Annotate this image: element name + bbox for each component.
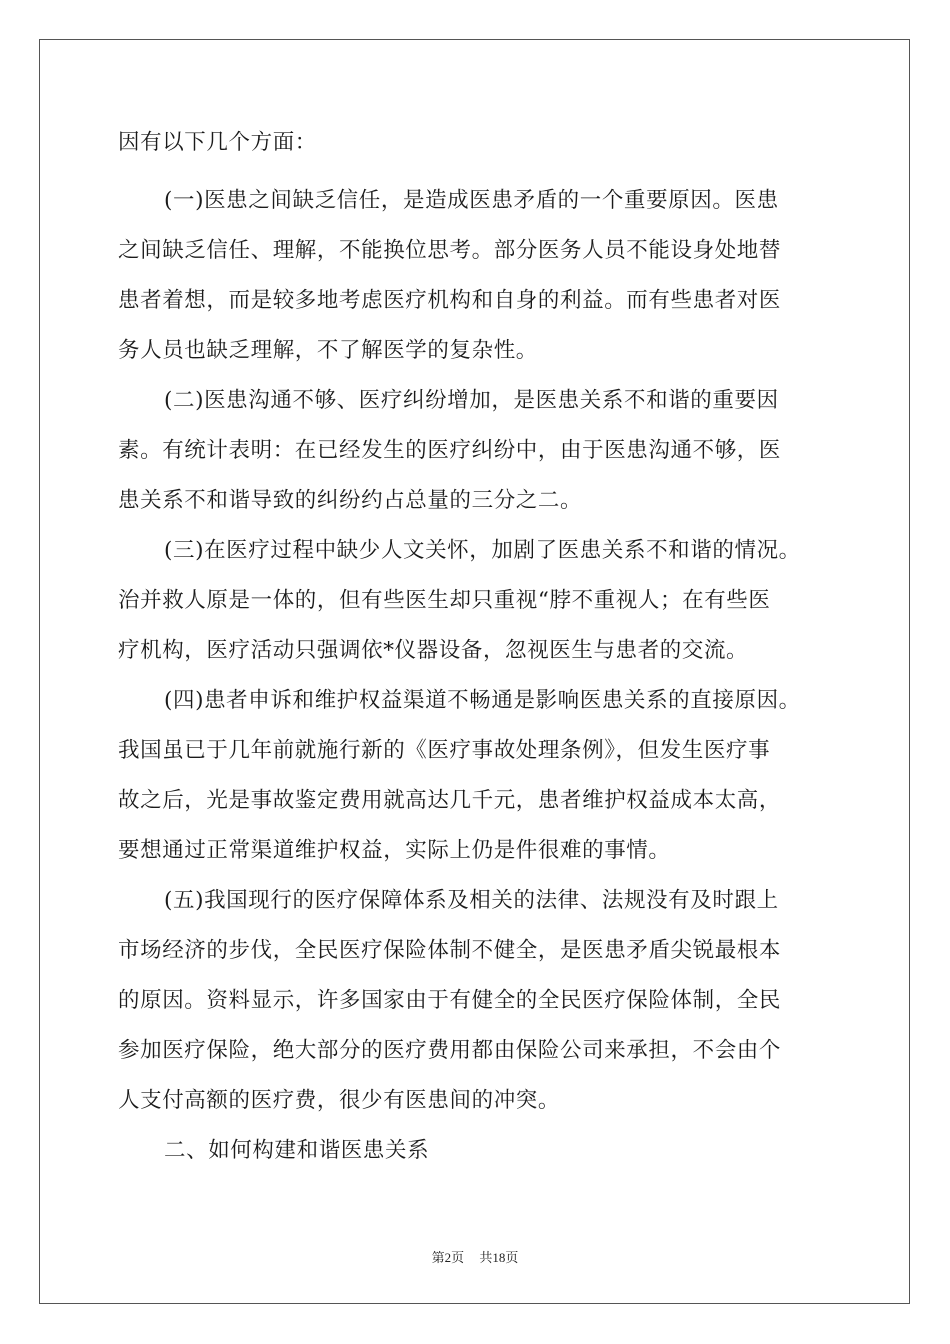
text-line: 务人员也缺乏理解，不了解医学的复杂性。 (118, 338, 538, 363)
paragraph-1-line: (一)医患之间缺乏信任，是造成医患矛盾的一个重要原因。医患 (164, 188, 779, 213)
text-line: 素。有统计表明：在已经发生的医疗纠纷中，由于医患沟通不够，医 (118, 438, 782, 463)
text-line: 人支付高额的医疗费，很少有医患间的冲突。 (118, 1088, 561, 1113)
section-heading: 二、如何构建和谐医患关系 (164, 1138, 430, 1163)
text-line: 患者着想，而是较多地考虑医疗机构和自身的利益。而有些患者对医 (118, 288, 782, 313)
page-footer (0, 1247, 950, 1266)
text-line: 我国虽已于几年前就施行新的《医疗事故处理条例》，但发生医疗事 (118, 738, 771, 763)
paragraph-2-line: (二)医患沟通不够、医疗纠纷增加，是医患关系不和谐的重要因 (164, 388, 779, 413)
text-line: 参加医疗保险，绝大部分的医疗费用都由保险公司来承担，不会由个 (118, 1038, 782, 1063)
text-line: 故之后，光是事故鉴定费用就高达几千元，患者维护权益成本太高， (118, 788, 782, 813)
text-line: 要想通过正常渠道维护权益，实际上仍是件很难的事情。 (118, 838, 671, 863)
text-line: 因有以下几个方面： (118, 130, 317, 155)
text-line: 市场经济的步伐，全民医疗保险体制不健全，是医患矛盾尖锐最根本 (118, 938, 782, 963)
text-line: 疗机构，医疗活动只强调依*仪器设备，忽视医生与患者的交流。 (118, 638, 749, 663)
paragraph-4-line: (四)患者申诉和维护权益渠道不畅通是影响医患关系的直接原因。 (164, 688, 801, 713)
text-line: 的原因。资料显示，许多国家由于有健全的全民医疗保险体制，全民 (118, 988, 782, 1013)
paragraph-5-line: (五)我国现行的医疗保障体系及相关的法律、法规没有及时跟上 (164, 888, 779, 913)
text-line: 之间缺乏信任、理解，不能换位思考。部分医务人员不能设身处地替 (118, 238, 782, 263)
total-pages: 共18页 (479, 1250, 519, 1265)
text-line: 患关系不和谐导致的纠纷约占总量的三分之二。 (118, 488, 583, 513)
page-number: 第2页 (431, 1250, 465, 1265)
paragraph-3-line: (三)在医疗过程中缺少人文关怀，加剧了医患关系不和谐的情况。 (164, 538, 801, 563)
text-line: 治并救人原是一体的，但有些医生却只重视“脖不重视人；在有些医 (118, 588, 771, 613)
